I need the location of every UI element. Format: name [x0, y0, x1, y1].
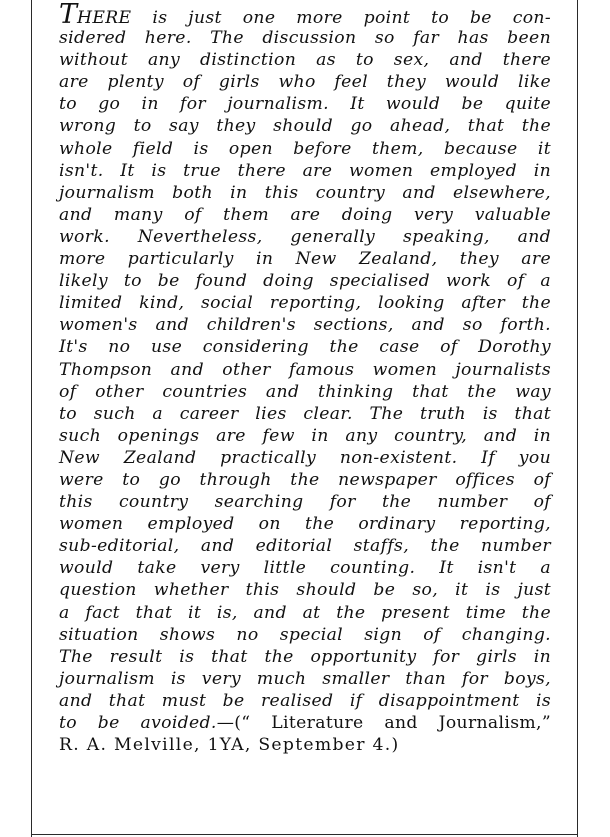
article-line: to go in for journalism. It would be quite — [59, 94, 551, 115]
article-line: such openings are few in any country, and in — [59, 425, 551, 446]
article-line: likely to be found doing specialised work of a — [59, 271, 551, 292]
article-line: and many of them are doing very valuable — [59, 204, 551, 225]
article-line: women employed on the ordinary reporting, — [59, 514, 551, 535]
article-line: whole field is open before them, because it — [59, 138, 551, 159]
article-line: women's and children's sections, and so forth. — [59, 315, 551, 336]
article-line: New Zealand practically non-existent. If you — [59, 447, 551, 468]
article-line: journalism is very much smaller than for boys, — [59, 668, 551, 689]
article-line: question whether this should be so, it is just — [59, 580, 551, 601]
byline: R. A. Melville, 1YA, September 4.) — [59, 735, 400, 756]
article-line: are plenty of girls who feel they would like — [59, 72, 551, 93]
article-line: wrong to say they should go ahead, that the — [59, 116, 551, 137]
article-line: journalism both in this country and elsewhere, — [59, 182, 551, 203]
article-body — [59, 0, 551, 756]
right-column-rule — [577, 0, 578, 837]
article-line: limited kind, social reporting, looking after the — [59, 293, 551, 314]
article-line: without any distinction as to sex, and there — [59, 50, 551, 71]
drop-cap: T — [59, 0, 78, 30]
article-line: The result is that the opportunity for girls in — [59, 646, 551, 667]
article-line: to such a career lies clear. The truth is that — [59, 403, 551, 424]
article-line: THERE is just one more point to be con- — [59, 0, 551, 30]
article-line: and that must be realised if disappointment is — [59, 690, 551, 711]
article-line: sub-editorial, and editorial staffs, the number — [59, 536, 551, 557]
article-line: It's no use considering the case of Dorothy — [59, 337, 551, 358]
left-column-rule — [31, 0, 32, 837]
article-line: a fact that it is, and at the present time the — [59, 602, 551, 623]
article-line: this country searching for the number of — [59, 492, 551, 513]
article-line: sidered here. The discussion so far has been — [59, 28, 551, 49]
article-line: of other countries and thinking that the way — [59, 381, 551, 402]
article-line: work. Nevertheless, generally speaking, and — [59, 226, 551, 247]
article-closing-line — [59, 712, 551, 734]
closing-text: to be avoided.— — [59, 713, 235, 733]
source-citation: (“ Literature and Journalism,” — [234, 713, 551, 733]
bottom-rule — [31, 834, 578, 835]
article-line: isn't. It is true there are women employed in — [59, 160, 551, 181]
article-line: situation shows no special sign of changing. — [59, 624, 551, 645]
article-line: were to go through the newspaper offices of — [59, 469, 551, 490]
article-line: Thompson and other famous women journalists — [59, 359, 551, 380]
article-line: would take very little counting. It isn't a — [59, 558, 551, 579]
article-line: more particularly in New Zealand, they are — [59, 249, 551, 270]
